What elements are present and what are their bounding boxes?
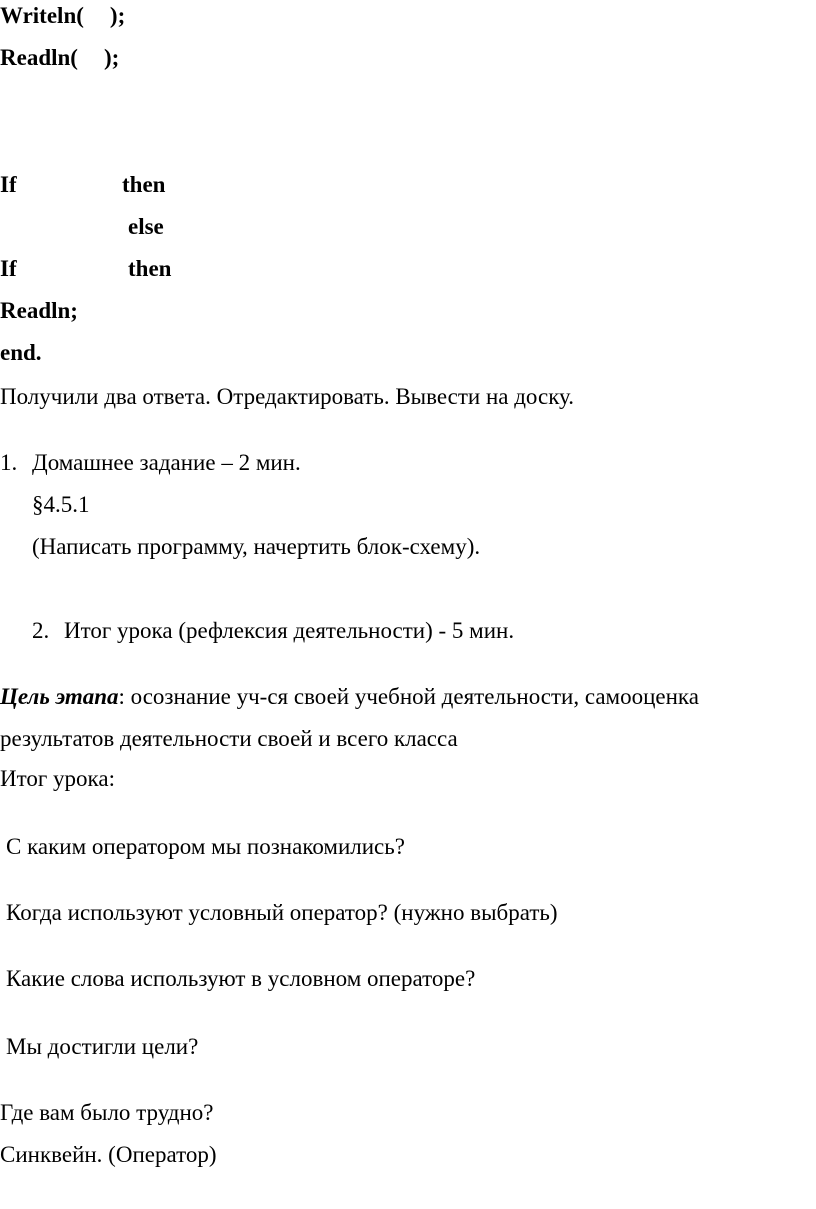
code-if-line-1 (0, 171, 17, 199)
code-if-keyword-2: If (0, 256, 17, 281)
list-item-2-label: Итог урока (рефлексия деятельности) - 5 мин. (64, 618, 515, 643)
code-if-line-2 (0, 255, 17, 283)
code-readln-open: Readln( (0, 45, 78, 70)
goal-text-2: результатов деятельности своей и всего класса (0, 726, 458, 751)
code-readln-close: ); (103, 45, 120, 70)
question-3: Какие слова используют в условном операторе? (6, 966, 476, 991)
code-then-keyword-1: then (122, 172, 166, 197)
goal-label: Цель этапа (0, 684, 119, 709)
code-end-statement: end. (0, 340, 42, 365)
code-readln-statement: Readln; (0, 298, 78, 323)
summary-heading: Итог урока: (0, 766, 115, 791)
code-writeln-line (0, 2, 125, 30)
homework-paragraph: §4.5.1 (32, 492, 90, 517)
goal-line-1 (0, 683, 699, 711)
list-item-2-number: 2. (32, 618, 50, 643)
two-answers-text: Получили два ответа. Отредактировать. Вывести на доску. (0, 384, 575, 409)
question-1: С каким оператором мы познакомились? (6, 834, 405, 859)
question-4: Мы достигли цели? (6, 1034, 199, 1059)
list-item-1-number: 1. (0, 450, 18, 475)
code-readln-line (0, 44, 119, 72)
homework-task: (Написать программу, начертить блок-схему). (32, 534, 481, 559)
code-if-keyword-1: If (0, 172, 17, 197)
goal-text-1: : осознание уч-ся своей учебной деятельности, самооценка (118, 684, 699, 709)
question-5: Где вам было трудно? (0, 1100, 214, 1125)
code-then-keyword-2: then (128, 256, 172, 281)
code-writeln-open: Writeln( (0, 3, 84, 28)
code-else-keyword: else (128, 214, 164, 239)
code-writeln-close: ); (109, 3, 126, 28)
question-6: Синквейн. (Оператор) (0, 1142, 217, 1167)
question-2: Когда используют условный оператор? (нужно выбрать) (6, 900, 558, 925)
list-item-1-label: Домашнее задание – 2 мин. (32, 450, 301, 475)
